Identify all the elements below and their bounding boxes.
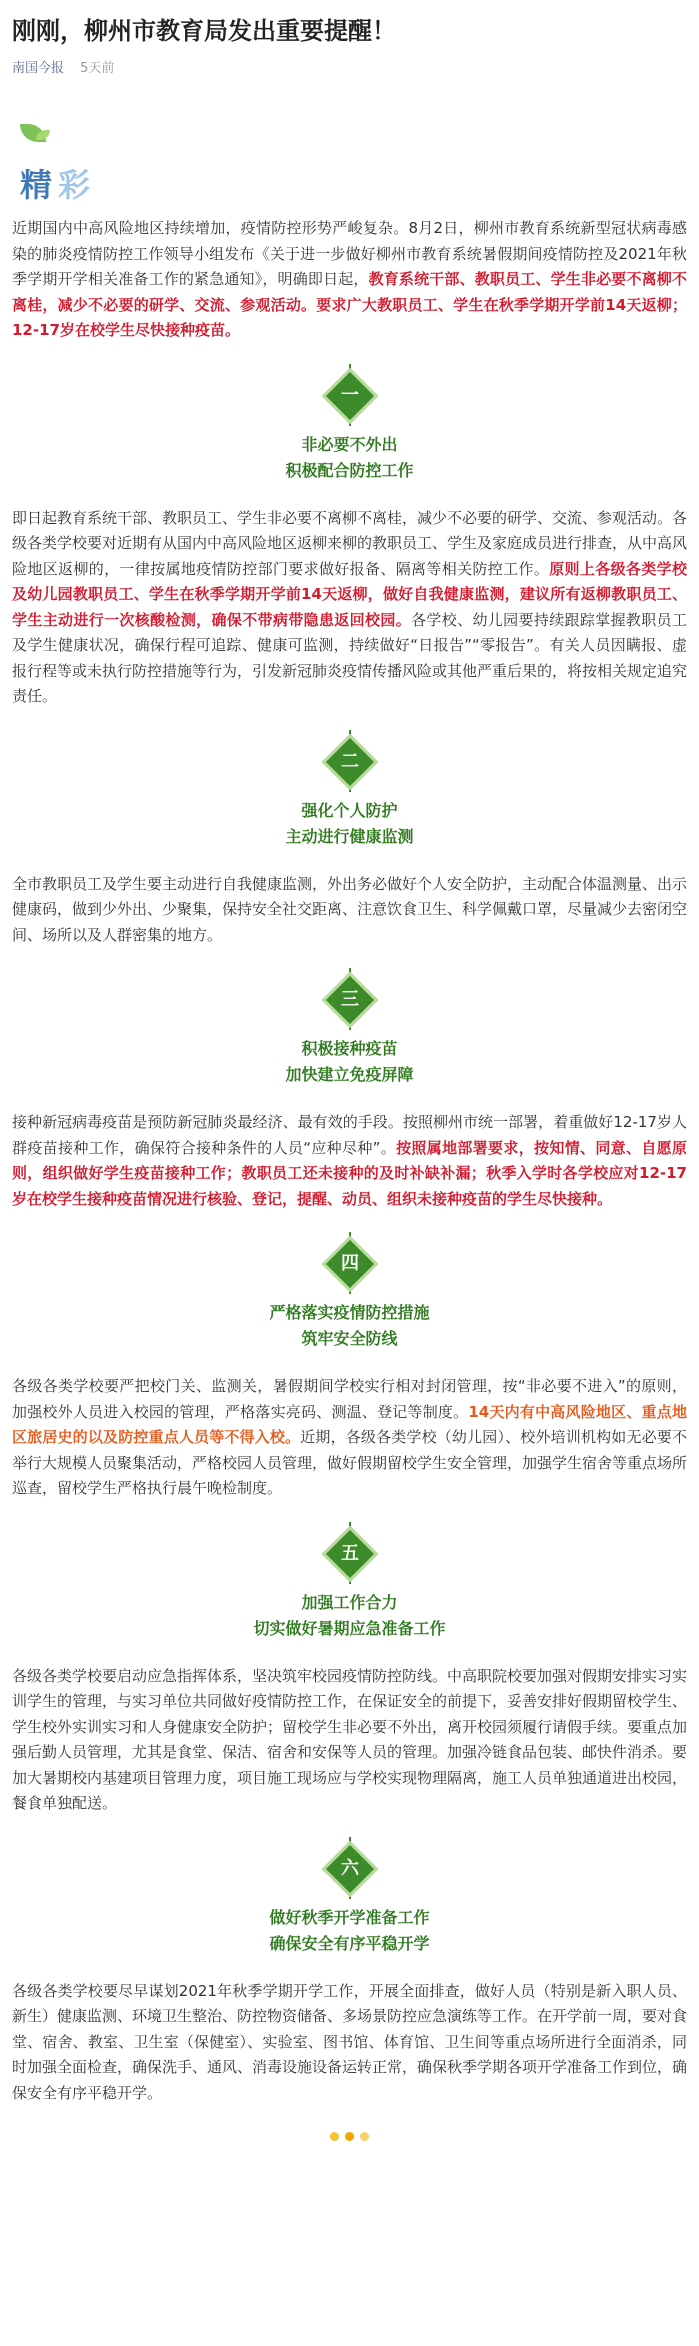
section-subtitle: 加快建立免疫屏障 [285,1065,414,1084]
section-subtitle: 主动进行健康监测 [285,826,414,846]
section-1 [0,364,699,710]
section-number-badge [0,968,699,1030]
section-title: 强化个人防护 [301,800,398,820]
section-number-badge [0,730,699,792]
article-time: 5天前 [80,61,115,76]
section-title: 做好秋季开学准备工作 [269,1907,430,1927]
section-6 [0,1837,699,2107]
section-paragraph: 全市教职员工及学生要主动进行自我健康监测，外出务必做好个人安全防护，主动配合体温测量、出示健康码，做到少外出、少聚集，保持安全社交距离、注意饮食卫生、科学佩戴口罩，尽量减少去密闭空间、场所以及人群密集的地方。 [12,874,688,944]
section-title: 加强工作合力 [301,1592,398,1612]
section-paragraph: 各级各类学校要启动应急指挥体系，坚决筑牢校园疫情防控防线。中高职院校要加强对假期安排实习实训学生的管理，与实习单位共同做好疫情防控工作，在保证安全的前提下，妥善安排好假期留校学生、学生校外实训实习和人身健康安全防护；留校学生非必要不外出，离开校园须履行请假手续。要重点加强后勤人员管理，尤其是食堂、保洁、宿舍和安保等人员的管理。加强冷链食品包装、邮快件消杀。要加大暑期校内基建项目管理力度，项目施工现场应与学校实现物理隔离，施工人员单独通道进出校园，餐食单独配送。 [12,1666,688,1812]
section-number-badge [0,1837,699,1899]
section-number-badge [0,364,699,426]
article-meta [0,56,699,82]
decor-dot [360,2132,369,2141]
section-number-badge [0,1522,699,1584]
section-number: 六 [341,1857,359,1879]
section-5 [0,1522,699,1817]
footer-dots [0,2126,699,2145]
section-4 [0,1232,699,1502]
section-number-badge [0,1232,699,1294]
banner-word: 精彩 [20,166,97,204]
section-paragraph: 即日起教育系统干部、教职员工、学生非必要不离柳不离桂，减少不必要的研学、交流、参观活动。各级各类学校要对近期有从国内中高风险地区返柳来柳的教职员工、学生及家庭成员进行排查，从中高风险地区返柳的，一律按属地疫情防控部门要求做好报备、隔离等相关防控工作。原则上各级各类学校及幼儿园教职员工、学生在秋季学期开学前14天返柳，做好自我健康监测，建议所有返柳教职员工、学生主动进行一次核酸检测，确保不带病带隐患返回校园。各学校、幼儿园要持续跟踪掌握教职员工及学生健康状况，确保行程可追踪、健康可监测，持续做好“日报告”“零报告”。有关人员因瞒报、虚报行程等或未执行防控措施等行为，引发新冠肺炎疫情传播风险或其他严重后果的，将按相关规定追究责任。 [12,508,688,705]
section-title: 非必要不外出 [301,434,398,454]
section-2 [0,730,699,949]
intro-paragraph: 近期国内中高风险地区持续增加，疫情防控形势严峻复杂。8月2日，柳州市教育系统新型冠状病毒感染的肺炎疫情防控工作领导小组发布《关于进一步做好柳州市教育系统暑假期间疫情防控及2021年秋季学期开学相关准备工作的紧急通知》，明确即日起，教育系统干部、教职员工、学生非必要不离柳不离桂，减少不必要的研学、交流、参观活动。要求广大教职员工、学生在秋季学期开学前14天返柳；12-17岁在校学生尽快接种疫苗。 [12,219,687,339]
decorative-banner [0,124,699,214]
section-paragraph: 各级各类学校要严把校门关、监测关，暑假期间学校实行相对封闭管理，按“非必要不进入”的原则，加强校外人员进入校园的管理，严格落实亮码、测温、登记等制度。14天内有中高风险地区、重点地区旅居史的以及防控重点人员等不得入校。近期，各级各类学校（幼儿园）、校外培训机构如无必要不举行大规模人员聚集活动，严格校园人员管理，做好假期留校学生安全管理，加强学生宿舍等重点场所巡查，留校学生严格执行晨午晚检制度。 [12,1377,688,1497]
section-number: 一 [341,384,359,406]
section-subtitle: 切实做好暑期应急准备工作 [253,1618,446,1638]
section-subtitle: 积极配合防控工作 [285,460,414,480]
section-subtitle: 筑牢安全防线 [301,1329,398,1348]
article-title: 刚刚，柳州市教育局发出重要提醒！ [12,17,396,45]
section-paragraph: 各级各类学校要尽早谋划2021年秋季学期开学工作，开展全面排查，做好人员（特别是新入职人员、新生）健康监测、环境卫生整治、防控物资储备、多场景防控应急演练等工作。在开学前一周，要对食堂、宿舍、教室、卫生室（保健室）、实验室、图书馆、体育馆、卫生间等重点场所进行全面消杀，同时加强全面检查，确保洗手、通风、消毒设施设备运转正常，确保秋季学期各项开学准备工作到位，确保安全有序平稳开学。 [12,1981,688,2102]
section-3 [0,968,699,1212]
section-title: 积极接种疫苗 [301,1039,398,1058]
section-number: 四 [341,1253,359,1274]
section-paragraph: 接种新冠病毒疫苗是预防新冠肺炎最经济、最有效的手段。按照柳州市统一部署，着重做好12-17岁人群疫苗接种工作，确保符合接种条件的人员“应种尽种”。按照属地部署要求，按知情、同意、自愿原则，组织做好学生疫苗接种工作；教职员工还未接种的及时补缺补漏；秋季入学时各学校应对12-17岁在校学生接种疫苗情况进行核验、登记，提醒、动员、组织未接种疫苗的学生尽快接种。 [12,1113,687,1208]
section-number: 五 [341,1542,359,1564]
article-source-link[interactable]: 南国今报 [12,61,65,76]
section-number: 三 [341,989,359,1010]
decor-dot [345,2132,354,2141]
decor-dot [330,2132,339,2141]
section-number: 二 [341,750,359,772]
section-subtitle: 确保安全有序平稳开学 [269,1933,430,1953]
section-title: 严格落实疫情防控措施 [269,1303,430,1322]
